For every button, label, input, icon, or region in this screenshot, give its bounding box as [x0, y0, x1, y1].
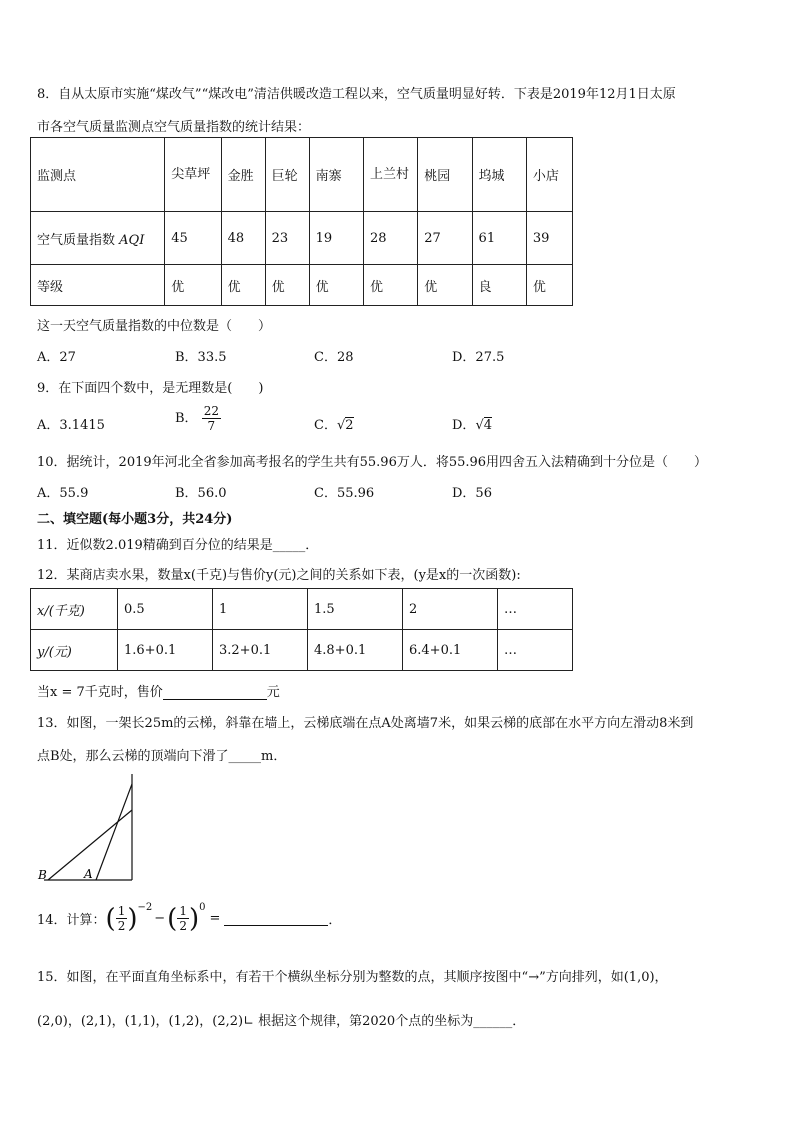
- left-paren-icon: (: [105, 903, 116, 934]
- table-cell: 6.4+0.1: [403, 630, 498, 671]
- table-header-cell: 金胜: [221, 138, 265, 212]
- table-row-label: [31, 630, 118, 671]
- q10-option-d[interactable]: D．56: [452, 486, 492, 501]
- q9-option-b[interactable]: [175, 404, 221, 433]
- minus-sign: −: [154, 911, 166, 926]
- q15-stem-line1: 15．如图，在平面直角坐标系中，有若干个横纵坐标分别为整数的点，其顺序按图中“→”方向排列，如(1,0)，: [37, 970, 668, 985]
- table-cell: 4.8+0.1: [308, 630, 403, 671]
- aqi-abbr: AQI: [119, 232, 145, 248]
- fraction: [116, 904, 128, 933]
- table-cell: 1.6+0.1: [118, 630, 213, 671]
- q12-answer-prefix: 当x = 7千克时，售价: [37, 685, 163, 700]
- grade-label-cell: 等级: [31, 265, 165, 306]
- table-cell: 48: [221, 212, 265, 265]
- exponent: 0: [199, 902, 206, 913]
- fraction-denominator: 2: [117, 919, 126, 933]
- table-row: [31, 138, 573, 212]
- q9-option-c[interactable]: [314, 414, 354, 433]
- table-cell: 优: [165, 265, 221, 306]
- q10-stem: 10．据统计，2019年河北全省参加高考报名的学生共有55.96万人．将55.96用四舍五入法精确到十分位是（ ）: [37, 455, 708, 470]
- table-cell: 良: [472, 265, 526, 306]
- fraction-numerator: 1: [117, 904, 126, 918]
- y-label: y/(元): [37, 644, 72, 660]
- q9-option-a[interactable]: A．3.1415: [37, 418, 105, 433]
- q14-end: ．: [328, 913, 342, 928]
- aqi-label-cell: [31, 212, 165, 265]
- q8-stem-line2: 市各空气质量监测点空气质量指数的统计结果：: [37, 120, 311, 135]
- q8-option-b[interactable]: B．33.5: [175, 350, 227, 365]
- right-paren-icon: ): [188, 903, 200, 934]
- fraction: [202, 404, 221, 433]
- table-header-cell: 巨轮: [265, 138, 309, 212]
- q10-option-a[interactable]: A．55.9: [37, 486, 89, 501]
- q8-option-c[interactable]: C．28: [314, 350, 354, 365]
- ladder-diagram: [36, 772, 140, 884]
- section-heading: 二、填空题(每小题3分，共24分): [37, 512, 233, 527]
- q11-stem: 11．近似数2.019精确到百分位的结果是_____．: [37, 538, 319, 553]
- answer-blank[interactable]: [224, 911, 328, 926]
- q9-option-d-label: D．: [452, 418, 476, 433]
- table-header-cell: 南寨: [309, 138, 363, 212]
- table-cell: 45: [165, 212, 221, 265]
- table-cell: 3.2+0.1: [213, 630, 308, 671]
- table-row: [31, 589, 573, 630]
- q9-option-c-label: C．: [314, 418, 337, 433]
- aqi-label: 空气质量指数: [37, 232, 116, 248]
- q14-prefix: 14．计算：: [37, 913, 106, 928]
- q8-option-d[interactable]: D．27.5: [452, 350, 505, 365]
- table-cell: 1.5: [308, 589, 403, 630]
- table-cell: …: [498, 630, 573, 671]
- table-cell: 23: [265, 212, 309, 265]
- right-paren-icon: ): [127, 903, 138, 934]
- q9-option-d[interactable]: [452, 414, 492, 433]
- fraction: [177, 904, 189, 933]
- table-header-cell: 小店: [526, 138, 572, 212]
- fruit-table: [30, 588, 573, 671]
- table-cell: 2: [403, 589, 498, 630]
- q12-answer-suffix: 元: [266, 685, 280, 700]
- q9-option-b-label: B．: [175, 411, 198, 426]
- table-cell: 优: [265, 265, 309, 306]
- x-label: x/(千克): [37, 603, 85, 619]
- q13-stem-line1: 13．如图，一架长25m的云梯，斜靠在墙上，云梯底端在点A处离墙7米，如果云梯的底部在水平方向左滑动8米到: [37, 716, 694, 731]
- q15-stem-line2: (2,0)，(2,1)，(1,1)，(1,2)，(2,2)∟ 根据这个规律，第2020个点的坐标为______．: [37, 1014, 526, 1029]
- equals-sign: =: [209, 911, 221, 926]
- table-cell: 39: [526, 212, 572, 265]
- table-row: [31, 212, 573, 265]
- q9-stem: 9．在下面四个数中，是无理数是( ): [37, 381, 264, 396]
- q12-answer: [37, 681, 280, 700]
- fraction-numerator: 1: [179, 904, 187, 918]
- table-header-cell: 坞城: [472, 138, 526, 212]
- sqrt-icon: √: [475, 418, 484, 433]
- left-paren-icon: (: [167, 903, 178, 934]
- radicand: 2: [345, 418, 354, 433]
- fraction-denominator: 2: [179, 919, 187, 933]
- q8-question: 这一天空气质量指数的中位数是（ ）: [37, 319, 272, 334]
- q13-stem-line2: 点B处，那么云梯的顶端向下滑了_____m．: [37, 749, 287, 764]
- table-cell: 27: [418, 212, 472, 265]
- q14-expression: [37, 904, 341, 933]
- sqrt-icon: √: [336, 418, 346, 433]
- table-row: [31, 265, 573, 306]
- table-cell: …: [498, 589, 573, 630]
- aqi-table: [30, 137, 573, 306]
- q8-option-a[interactable]: A．27: [37, 350, 76, 365]
- q8-stem-line1: 8．自从太原市实施“煤改气”“煤改电”清洁供暖改造工程以来，空气质量明显好转．下表是2019年12月1日太原: [37, 87, 676, 102]
- radicand: 4: [483, 418, 493, 433]
- q12-stem: 12．某商店卖水果，数量x(千克)与售价y(元)之间的关系如下表，(y是x的一次函数):: [37, 568, 521, 583]
- q10-option-c[interactable]: C．55.96: [314, 486, 375, 501]
- fraction-denominator: 7: [207, 419, 216, 433]
- table-cell: 61: [472, 212, 526, 265]
- table-cell: 1: [213, 589, 308, 630]
- table-cell: 19: [309, 212, 363, 265]
- table-row: [31, 630, 573, 671]
- table-cell: 优: [309, 265, 363, 306]
- table-cell: 28: [363, 212, 417, 265]
- table-cell: 优: [526, 265, 572, 306]
- table-header-cell: 监测点: [31, 138, 165, 212]
- q10-option-b[interactable]: B．56.0: [175, 486, 227, 501]
- exponent: −2: [137, 902, 153, 913]
- table-header-cell: 上兰村: [363, 138, 417, 212]
- point-b-label: B: [38, 868, 47, 882]
- table-row-label: [31, 589, 118, 630]
- table-header-cell: 桃园: [418, 138, 472, 212]
- table-cell: 优: [418, 265, 472, 306]
- answer-blank[interactable]: [163, 685, 267, 700]
- table-header-cell: 尖草坪: [165, 138, 221, 212]
- point-a-label: A: [84, 867, 93, 881]
- table-cell: 优: [363, 265, 417, 306]
- table-cell: 优: [221, 265, 265, 306]
- fraction-numerator: 22: [203, 404, 219, 418]
- table-cell: 0.5: [118, 589, 213, 630]
- ladder-line-a: [96, 784, 132, 880]
